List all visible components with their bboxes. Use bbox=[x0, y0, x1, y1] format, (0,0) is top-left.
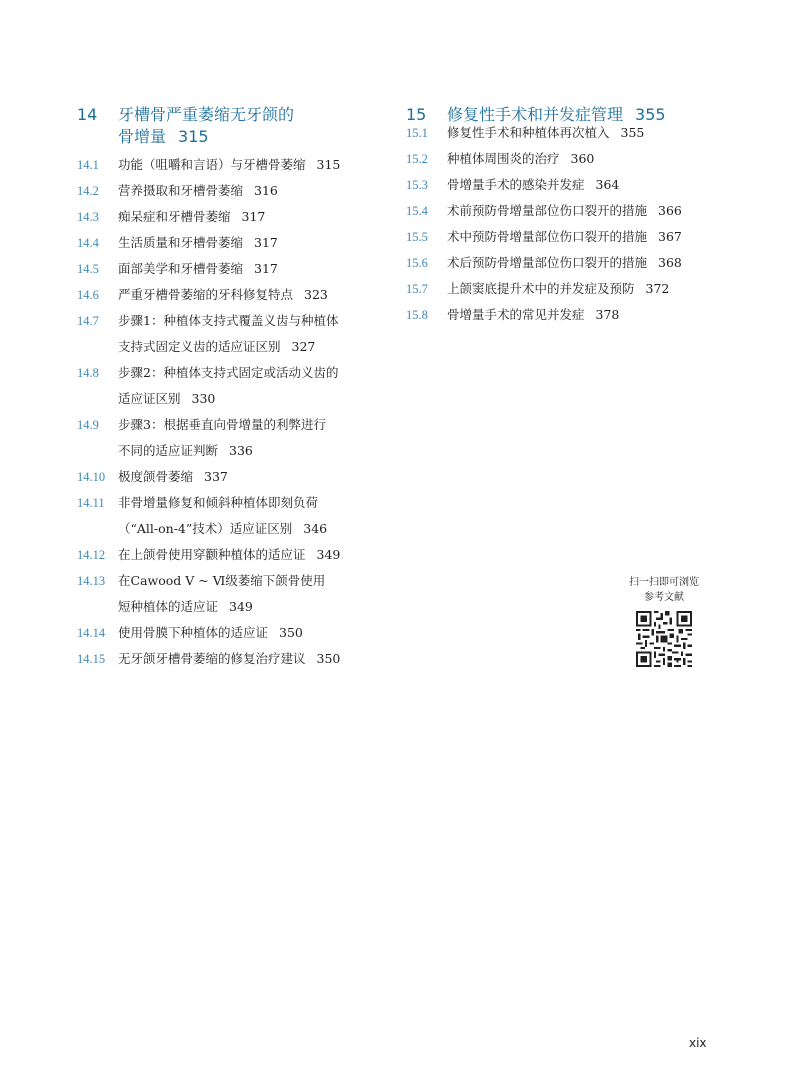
section-page: 378 bbox=[595, 307, 620, 322]
toc-entry-14-5[interactable] bbox=[77, 256, 377, 282]
toc-entry-14-11[interactable] bbox=[77, 490, 377, 542]
section-page: 315 bbox=[316, 157, 341, 172]
toc-entry-14-7[interactable] bbox=[77, 308, 377, 360]
toc-entry-14-2[interactable] bbox=[77, 178, 377, 204]
section-number: 15.1 bbox=[406, 126, 428, 140]
section-number: 14.4 bbox=[77, 236, 99, 250]
chapter-title: 修复性手术和并发症管理 bbox=[447, 105, 624, 124]
section-title-line2: 不同的适应证判断 bbox=[118, 443, 219, 458]
toc-entry-14-10[interactable] bbox=[77, 464, 377, 490]
chapter-number: 14 bbox=[77, 105, 98, 124]
section-number: 14.12 bbox=[77, 548, 106, 562]
chapter-title-line1: 牙槽骨严重萎缩无牙颌的 bbox=[118, 105, 295, 124]
section-page: 366 bbox=[658, 203, 682, 218]
section-number: 15.3 bbox=[406, 178, 428, 192]
section-number: 14.8 bbox=[77, 366, 99, 380]
section-title: 修复性手术和种植体再次植入 bbox=[447, 125, 610, 140]
section-page: 327 bbox=[291, 339, 316, 354]
section-page: 317 bbox=[254, 261, 278, 276]
section-page: 337 bbox=[204, 469, 228, 484]
section-title: 无牙颌牙槽骨萎缩的修复治疗建议 bbox=[118, 651, 306, 666]
toc-entry-14-8[interactable] bbox=[77, 360, 377, 412]
section-number: 14.1 bbox=[77, 158, 99, 172]
section-page: 336 bbox=[229, 443, 253, 458]
toc-entry-15-3[interactable] bbox=[406, 172, 716, 198]
section-number: 14.5 bbox=[77, 262, 99, 276]
section-title: 术前预防骨增量部位伤口裂开的措施 bbox=[447, 203, 648, 218]
section-page: 349 bbox=[316, 547, 341, 562]
section-page: 316 bbox=[254, 183, 278, 198]
section-number: 14.14 bbox=[77, 626, 106, 640]
section-page: 323 bbox=[304, 287, 328, 302]
section-page: 350 bbox=[316, 651, 341, 666]
chapter-page: 315 bbox=[178, 127, 209, 146]
qr-code-icon[interactable] bbox=[636, 611, 692, 667]
section-page: 367 bbox=[658, 229, 682, 244]
section-number: 14.15 bbox=[77, 652, 106, 666]
toc-entry-14-15[interactable] bbox=[77, 646, 377, 672]
section-title-line2: 适应证区别 bbox=[118, 391, 181, 406]
section-page: 350 bbox=[279, 625, 303, 640]
toc-entry-14-6[interactable] bbox=[77, 282, 377, 308]
section-title-line1: 步骤2：种植体支持式固定或活动义齿的 bbox=[118, 365, 339, 380]
qr-reference-block bbox=[619, 575, 709, 667]
chapter-number: 15 bbox=[406, 105, 427, 124]
chapter-page: 355 bbox=[635, 105, 666, 124]
section-page: 364 bbox=[595, 177, 620, 192]
section-title: 在上颌骨使用穿颧种植体的适应证 bbox=[118, 547, 306, 562]
section-number: 14.9 bbox=[77, 418, 99, 432]
section-title-line1: 步骤3：根据垂直向骨增量的利弊进行 bbox=[118, 417, 326, 432]
section-title: 骨增量手术的感染并发症 bbox=[447, 177, 585, 192]
qr-caption-line1: 扫一扫即可浏览 bbox=[629, 577, 699, 588]
section-number: 14.6 bbox=[77, 288, 99, 302]
section-page: 330 bbox=[191, 391, 216, 406]
section-number: 15.8 bbox=[406, 308, 428, 322]
section-title: 骨增量手术的常见并发症 bbox=[447, 307, 585, 322]
section-page: 368 bbox=[658, 255, 682, 270]
section-number: 15.7 bbox=[406, 282, 428, 296]
section-title: 面部美学和牙槽骨萎缩 bbox=[118, 261, 244, 276]
section-number: 15.6 bbox=[406, 256, 428, 270]
section-page: 355 bbox=[620, 125, 645, 140]
section-title-line2: （“All-on-4”技术）适应证区别 bbox=[118, 521, 293, 536]
section-title: 上颌窦底提升术中的并发症及预防 bbox=[447, 281, 635, 296]
toc-entry-14-1[interactable] bbox=[77, 152, 377, 178]
toc-entry-15-8[interactable] bbox=[406, 302, 716, 328]
section-title: 功能（咀嚼和言语）与牙槽骨萎缩 bbox=[118, 157, 306, 172]
toc-entry-15-4[interactable] bbox=[406, 198, 716, 224]
section-number: 14.7 bbox=[77, 314, 99, 328]
section-title: 术中预防骨增量部位伤口裂开的措施 bbox=[447, 229, 648, 244]
section-number: 14.2 bbox=[77, 184, 99, 198]
section-title: 种植体周围炎的治疗 bbox=[447, 151, 560, 166]
qr-caption-line2: 参考文献 bbox=[644, 592, 684, 603]
toc-entry-15-2[interactable] bbox=[406, 146, 716, 172]
section-number: 15.4 bbox=[406, 204, 428, 218]
section-number: 15.2 bbox=[406, 152, 428, 166]
section-title-line1: 非骨增量修复和倾斜种植体即刻负荷 bbox=[118, 495, 319, 510]
section-title-line2: 支持式固定义齿的适应证区别 bbox=[118, 339, 281, 354]
section-title: 生活质量和牙槽骨萎缩 bbox=[118, 235, 244, 250]
toc-entry-14-14[interactable] bbox=[77, 620, 377, 646]
section-title: 痴呆症和牙槽骨萎缩 bbox=[118, 209, 231, 224]
section-page: 372 bbox=[645, 281, 670, 296]
section-number: 14.13 bbox=[77, 574, 106, 588]
toc-entry-14-9[interactable] bbox=[77, 412, 377, 464]
section-title: 极度颌骨萎缩 bbox=[118, 469, 194, 484]
section-number: 14.3 bbox=[77, 210, 99, 224]
section-title-line1: 在Cawood Ⅴ ~ Ⅵ级萎缩下颌骨使用 bbox=[118, 573, 326, 588]
section-page: 349 bbox=[229, 599, 253, 614]
section-number: 15.5 bbox=[406, 230, 428, 244]
toc-entry-14-13[interactable] bbox=[77, 568, 377, 620]
section-page: 360 bbox=[570, 151, 595, 166]
toc-entry-15-7[interactable] bbox=[406, 276, 716, 302]
section-title-line2: 短种植体的适应证 bbox=[118, 599, 219, 614]
chapter-15 bbox=[406, 104, 716, 328]
section-page: 346 bbox=[303, 521, 328, 536]
toc-entry-14-12[interactable] bbox=[77, 542, 377, 568]
chapter-title-line2: 骨增量 bbox=[118, 127, 167, 146]
section-number: 14.10 bbox=[77, 470, 106, 484]
section-title: 术后预防骨增量部位伤口裂开的措施 bbox=[447, 255, 648, 270]
toc-entry-15-1[interactable] bbox=[406, 120, 716, 146]
section-title: 使用骨膜下种植体的适应证 bbox=[118, 625, 269, 640]
toc-entry-15-6[interactable] bbox=[406, 250, 716, 276]
chapter-heading[interactable] bbox=[77, 104, 377, 148]
section-title: 营养摄取和牙槽骨萎缩 bbox=[118, 183, 244, 198]
toc-entry-14-3[interactable] bbox=[77, 204, 377, 230]
toc-entry-15-5[interactable] bbox=[406, 224, 716, 250]
toc-entry-14-4[interactable] bbox=[77, 230, 377, 256]
section-page: 317 bbox=[254, 235, 278, 250]
section-page: 317 bbox=[241, 209, 266, 224]
section-title: 严重牙槽骨萎缩的牙科修复特点 bbox=[118, 287, 294, 302]
page-number: xix bbox=[689, 1036, 707, 1050]
section-title-line1: 步骤1：种植体支持式覆盖义齿与种植体 bbox=[118, 313, 339, 328]
section-number: 14.11 bbox=[77, 496, 105, 510]
chapter-14 bbox=[77, 104, 377, 672]
